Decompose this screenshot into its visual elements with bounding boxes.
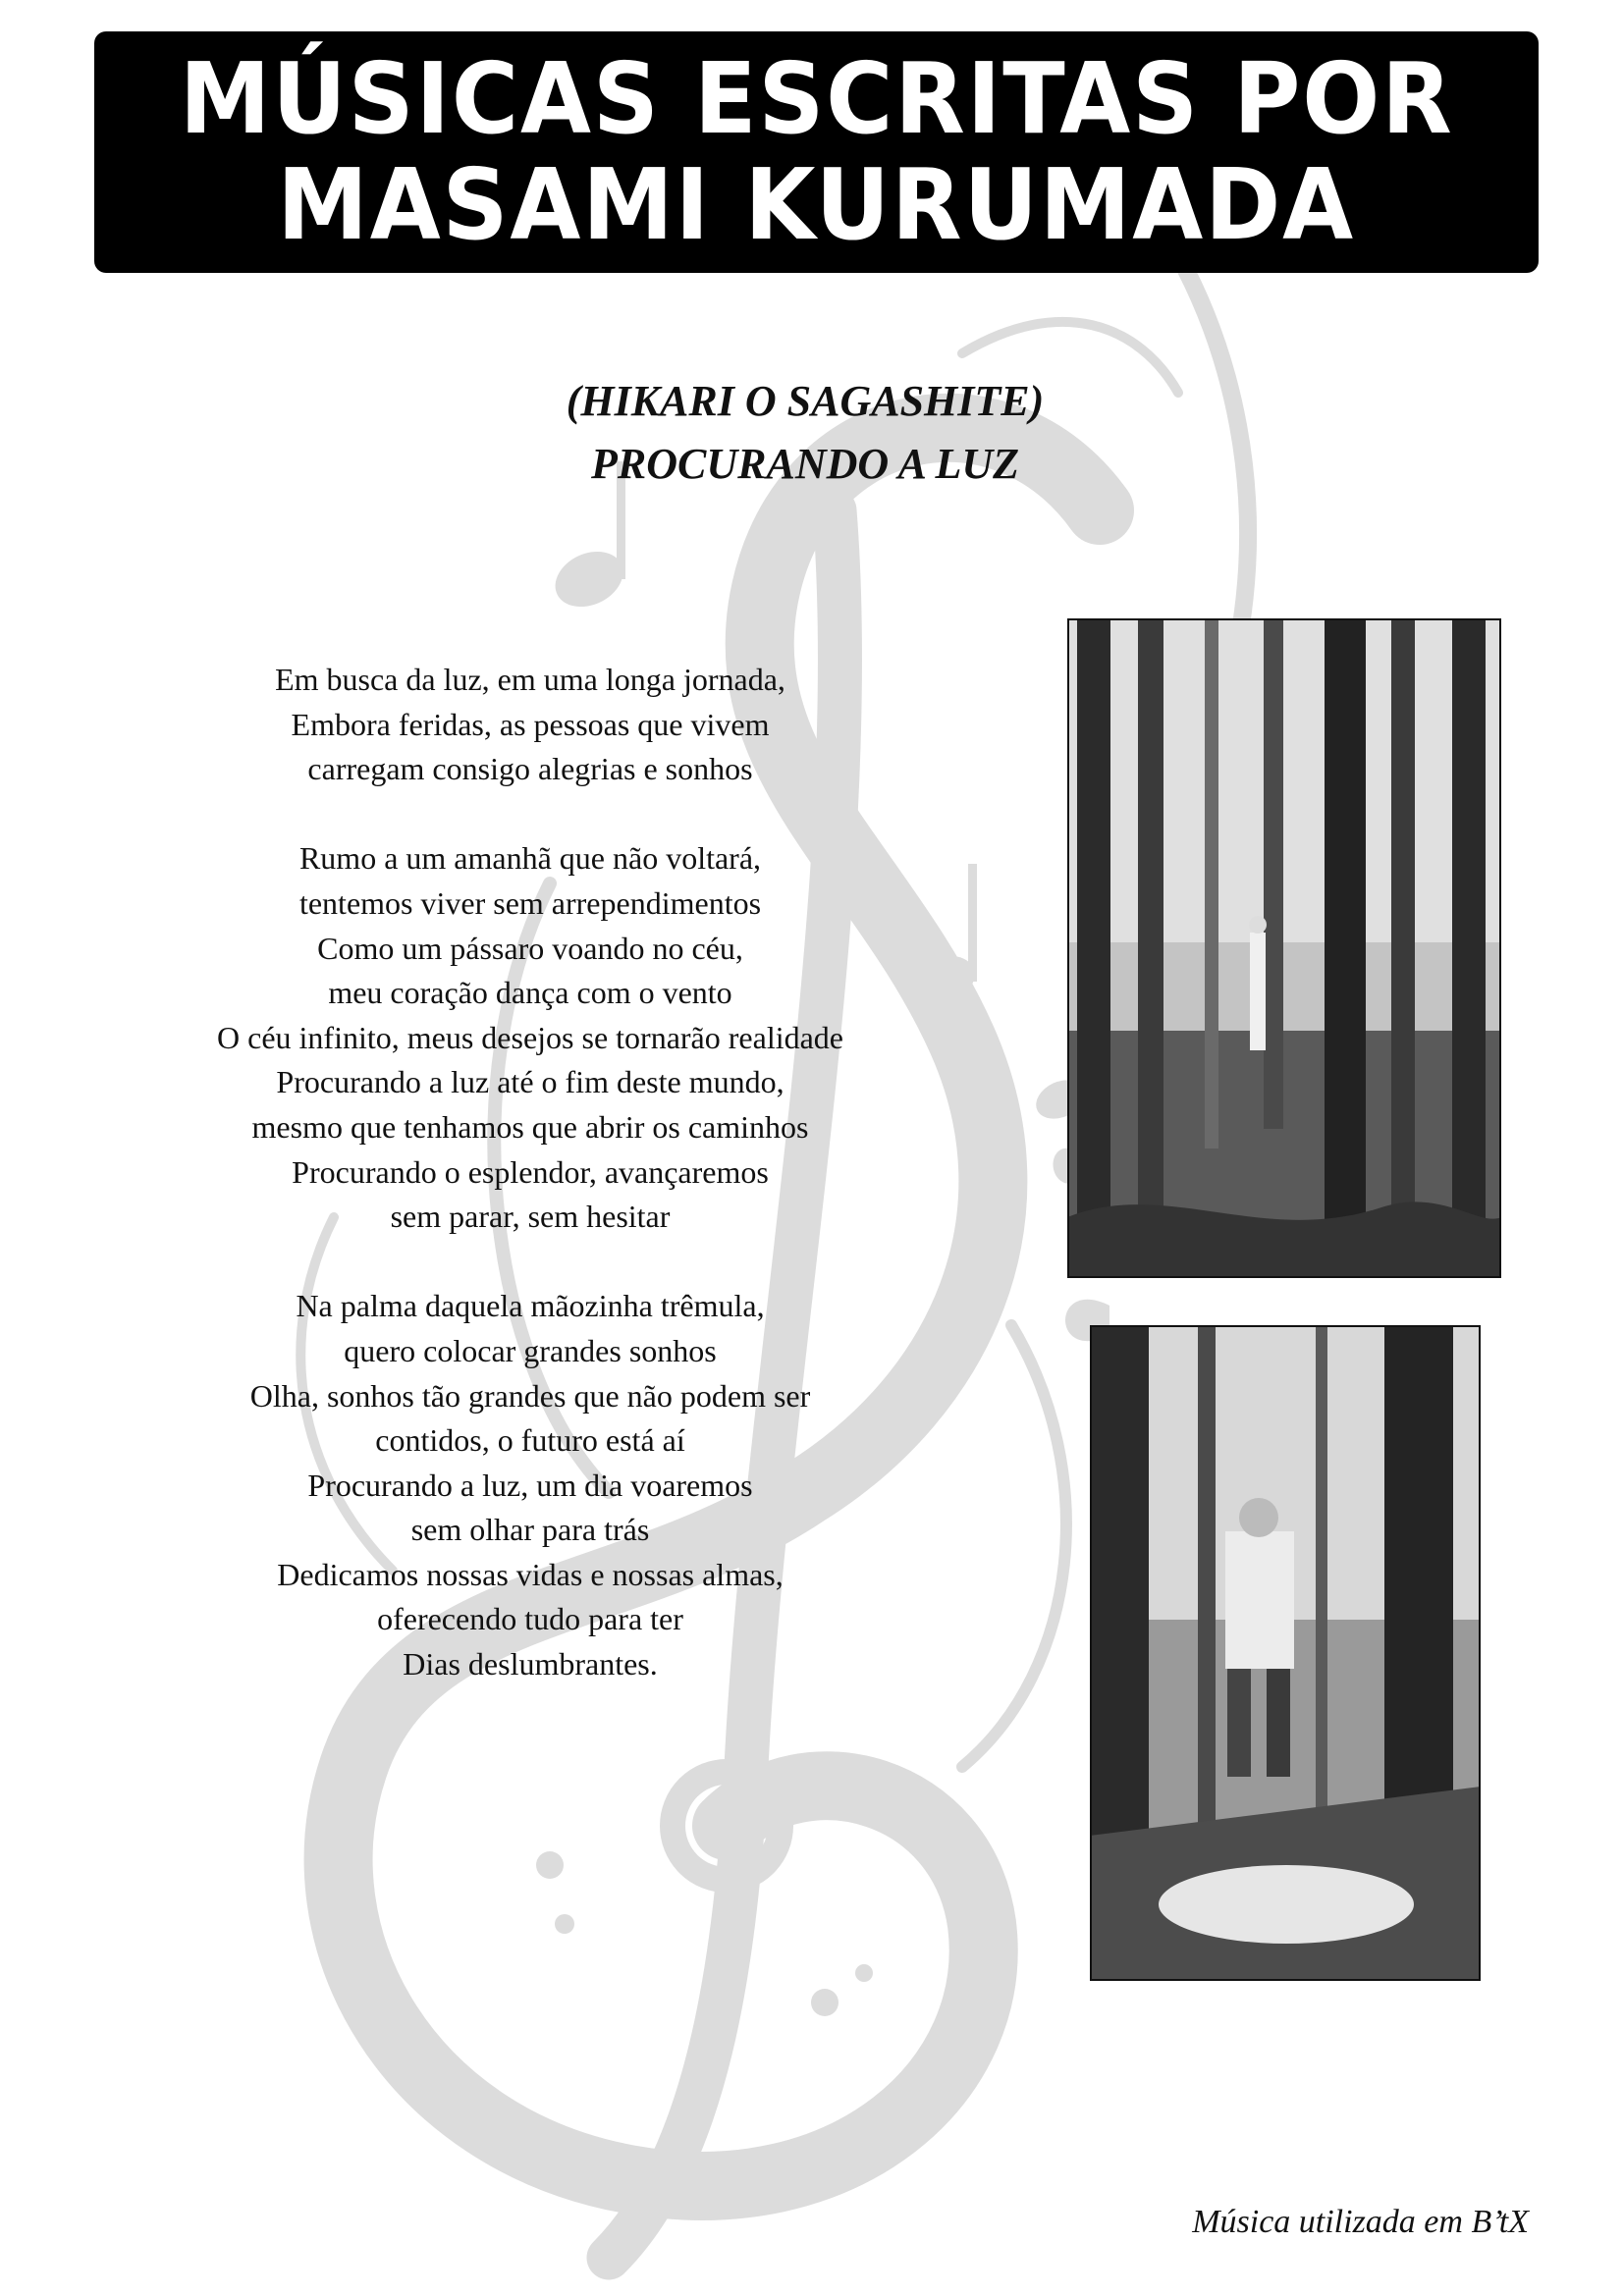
lyric-line: sem olhar para trás (410, 1512, 650, 1548)
lyric-line: contidos, o futuro está aí (375, 1422, 685, 1459)
lyric-line: oferecendo tudo para ter (377, 1601, 683, 1637)
forest-photo-bottom (1090, 1325, 1481, 1981)
lyric-line: Como um pássaro voando no céu, (317, 930, 743, 966)
lyric-line: O céu infinito, meus desejos se tornarão realidade (217, 1019, 843, 1055)
lyrics-stanza (128, 836, 933, 1239)
lyric-line: Procurando a luz, um dia voaremos (307, 1467, 753, 1503)
forest-photo-top (1067, 618, 1501, 1278)
header-banner (94, 31, 1539, 273)
lyrics-stanza (128, 658, 933, 792)
lyrics-body (128, 658, 933, 1732)
lyric-line: meu coração dança com o vento (328, 975, 732, 1011)
lyrics-stanza (128, 1284, 933, 1686)
lyric-line: tentemos viver sem arrependimentos (298, 884, 762, 921)
lyric-line: carregam consigo alegrias e sonhos (307, 751, 753, 787)
header-title-line-1: MÚSICAS ESCRITAS POR (179, 41, 1454, 156)
header-title-line-2: MASAMI KURUMADA (277, 147, 1356, 262)
lyric-line: mesmo que tenhamos que abrir os caminhos (251, 1108, 809, 1145)
lyric-line: Em busca da luz, em uma longa jornada, (275, 662, 785, 697)
lyric-line: Procurando a luz até o fim deste mundo, (276, 1064, 784, 1100)
lyric-line: Embora feridas, as pessoas que vivem (291, 706, 770, 742)
song-title-translation: PROCURANDO A LUZ (591, 440, 1019, 488)
lyric-line: Olha, sonhos tão grandes que não podem ser (249, 1377, 811, 1414)
footer-note: Música utilizada em B’tX (1192, 2204, 1529, 2240)
lyric-line: Dedicamos nossas vidas e nossas almas, (277, 1556, 784, 1592)
lyric-line: Na palma daquela mãozinha trêmula, (296, 1288, 765, 1324)
lyric-line: quero colocar grandes sonhos (344, 1332, 717, 1368)
lyric-line: Dias deslumbrantes. (403, 1646, 658, 1682)
lyric-line: Procurando o esplendor, avançaremos (292, 1153, 769, 1190)
song-title-original: (HIKARI O SAGASHITE) (566, 377, 1045, 425)
lyric-line: sem parar, sem hesitar (390, 1199, 671, 1235)
lyric-line: Rumo a um amanhã que não voltará, (298, 840, 762, 877)
